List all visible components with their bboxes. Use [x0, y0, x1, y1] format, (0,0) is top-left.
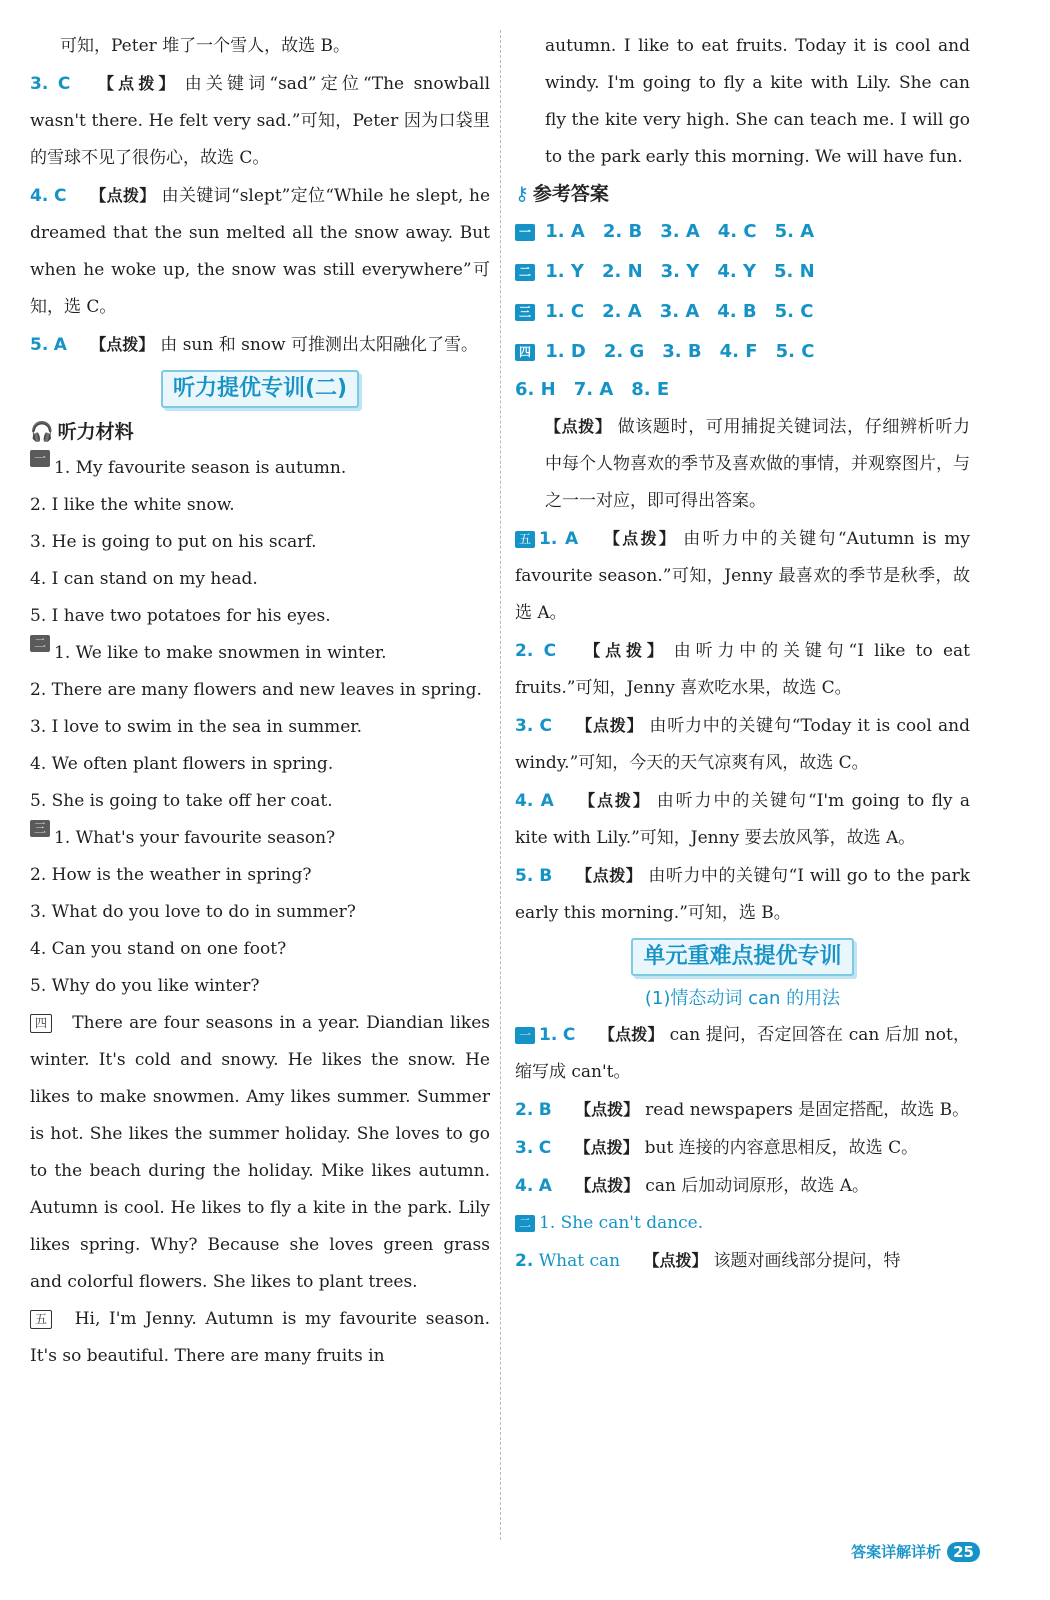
- section-banner: 听力提优专训(二): [161, 370, 359, 408]
- answer-heading: ⚷ 参考答案: [515, 183, 609, 205]
- section-5: 五 Hi, I'm Jenny. Autumn is my favourite season. It's so beautiful. There are many fruits in: [30, 1309, 491, 1366]
- footer-label: 答案详解详析: [851, 1543, 942, 1561]
- section-banner-2: 单元重难点提优专训: [631, 938, 853, 976]
- b2-2: 2. What can 【点拨】 该题对画线部分提问，特: [515, 1251, 901, 1271]
- left-column: [30, 28, 490, 1375]
- section-3: 三 1. What's your favourite season? 2. How is the weather in spring? 3. What do you love to do in summer? 4. Can you stand on one foot? 5. Why do you like winter?: [30, 821, 356, 996]
- section-4: 四 There are four seasons in a year. Diandian likes winter. It's cold and snowy. He likes the snow. He likes to make snowmen. Amy likes summer. Summer is hot. She likes the summer holiday. She loves to go to the beach during the holiday. Mike likes autumn. Autumn is cool. He likes to fly a kite in the park. Lily likes spring. Why? Because she loves green grass and colorful flowers. She likes to plant trees.: [30, 1013, 490, 1292]
- banner-wrap-2: [515, 938, 970, 976]
- answer-5-4: 4. A 【点拨】 由听力中的关键句“I'm going to fly a kite with Lily.”可知，Jenny 要去放风筝，故选 A。: [515, 791, 970, 848]
- page-footer: [851, 1541, 980, 1562]
- b1-2: 2. B 【点拨】 read newspapers 是固定搭配，故选 B。: [515, 1100, 970, 1120]
- right-column: [515, 28, 970, 1280]
- passage-continued: autumn. I like to eat fruits. Today it is cool and windy. I'm going to fly a kite with Lily. She can fly the kite very high. She can teach me. I will go to the park early this morning. We will have fun.: [545, 36, 970, 167]
- section-mark-2: 二: [30, 635, 50, 652]
- answer-5-1: 五 1. A 【点拨】 由听力中的关键句“Autumn is my favourite season.”可知，Jenny 最喜欢的季节是秋季，故选 A。: [515, 529, 970, 623]
- answer-item-5: 5. A 【点拨】 由 sun 和 snow 可推测出太阳融化了雪。: [30, 335, 478, 355]
- section-mark-3: 三: [30, 820, 50, 837]
- key-icon: ⚷: [515, 183, 529, 205]
- page-number: 25: [947, 1542, 980, 1562]
- b1-1: 一 1. C 【点拨】 can 提问，否定回答在 can 后加 not，缩写成 can't。: [515, 1025, 970, 1082]
- subheading: (1)情态动词 can 的用法: [644, 988, 841, 1009]
- answer-item-4: 4. C 【点拨】 由关键词“slept”定位“While he slept, he dreamed that the sun melted all the snow away. But when he woke up, the snow was still everywhere”可知，选 C。: [30, 186, 490, 317]
- answer-row-4: 四 1. D 2. G 3. B 4. F 5. C: [515, 332, 970, 372]
- answer-row-1: 一 1. A 2. B 3. A 4. C 5. A: [515, 212, 970, 252]
- section-mark-5: 五: [30, 1310, 52, 1329]
- answer-row-6: 6. H 7. A 8. E: [515, 379, 670, 400]
- headphones-icon: 🎧: [30, 421, 54, 443]
- answer-5-5: 5. B 【点拨】 由听力中的关键句“I will go to the park early this morning.”可知，选 B。: [515, 866, 971, 923]
- section-2: 二 1. We like to make snowmen in winter. 2. There are many flowers and new leaves in spring. 3. I love to swim in the sea in summer. 4. We often plant flowers in spring. 5. She is going to take off her coat.: [30, 636, 482, 811]
- section-mark-1: 一: [30, 450, 50, 467]
- column-divider: [500, 30, 501, 1540]
- material-heading: 🎧 听力材料: [30, 421, 134, 443]
- b2-1: 二 1. She can't dance.: [515, 1205, 970, 1242]
- answer-5-2: 2. C 【点拨】 由听力中的关键句“I like to eat fruits.”可知，Jenny 喜欢吃水果，故选 C。: [515, 641, 971, 698]
- section-1: 一 1. My favourite season is autumn. 2. I like the white snow. 3. He is going to put on his scarf. 4. I can stand on my head. 5. I have two potatoes for his eyes.: [30, 451, 347, 626]
- b1-3: 3. C 【点拨】 but 连接的内容意思相反，故选 C。: [515, 1138, 919, 1158]
- intro-text: 可知，Peter 堆了一个雪人，故选 B。: [60, 36, 351, 56]
- section-mark-4: 四: [30, 1014, 52, 1033]
- answer-6-note: 【点拨】 做该题时，可用捕捉关键词法，仔细辨析听力中每个人物喜欢的季节及喜欢做的事情，并观察图片，与之一一对应，即可得出答案。: [545, 417, 970, 511]
- answer-row-2: 二 1. Y 2. N 3. Y 4. Y 5. N: [515, 252, 970, 292]
- answer-5-3: 3. C 【点拨】 由听力中的关键句“Today it is cool and windy.”可知，今天的天气凉爽有风，故选 C。: [515, 716, 970, 773]
- answer-item-3: 3. C 【点拨】 由关键词“sad”定位“The snowball wasn't there. He felt very sad.”可知，Peter 因为口袋里的雪球不见了很伤心，故选 C。: [30, 74, 491, 168]
- b1-4: 4. A 【点拨】 can 后加动词原形，故选 A。: [515, 1176, 869, 1196]
- answer-row-3: 三 1. C 2. A 3. A 4. B 5. C: [515, 292, 970, 332]
- banner-wrap: [30, 370, 490, 408]
